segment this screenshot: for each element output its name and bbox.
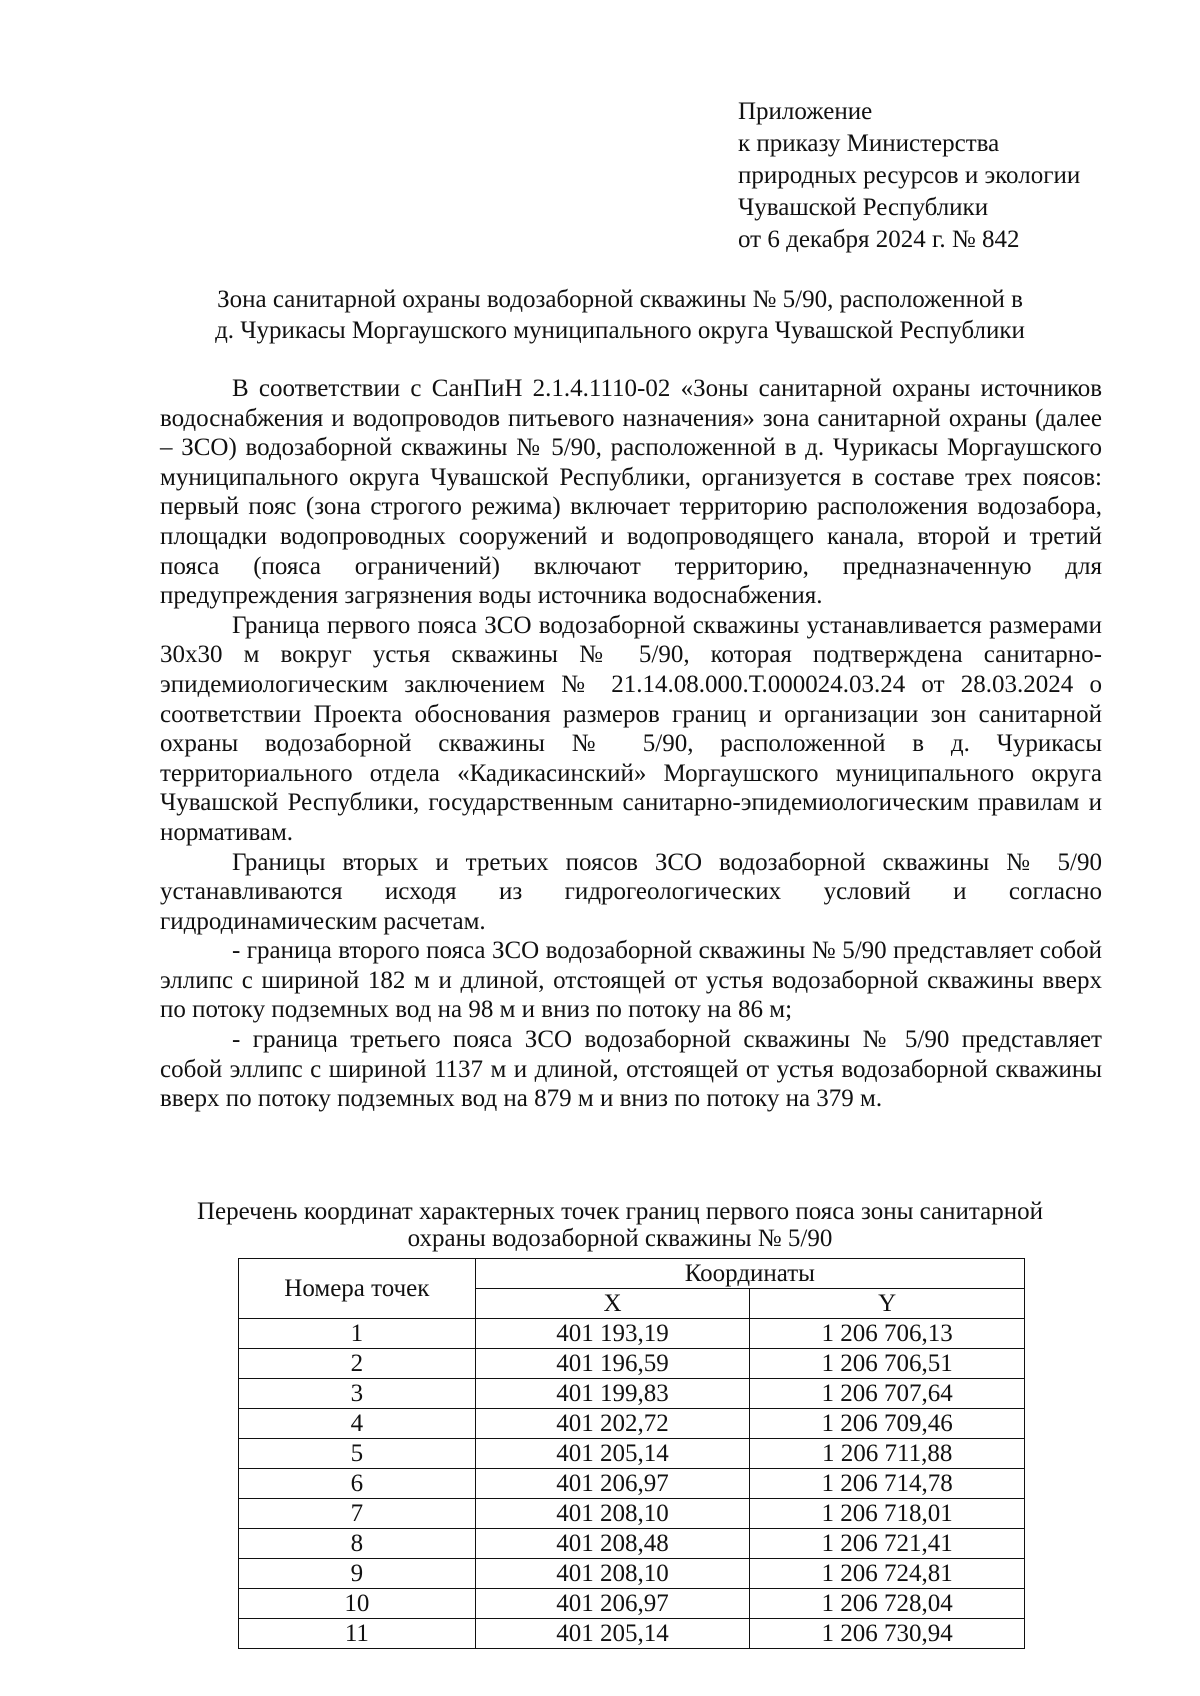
cell-point-number: 9 bbox=[239, 1559, 476, 1589]
paragraph: - граница третьего пояса ЗСО водозаборной скважины № 5/90 представляет собой эллипс с шириной 1137 м и длиной, отстоящей от устья водозаборной скважины вверх по потоку подземных вод на 879 м и вниз по потоку на 379 м. bbox=[160, 1026, 1102, 1113]
cell-x: 401 208,48 bbox=[475, 1529, 750, 1559]
title-line: д. Чурикасы Моргаушского муниципального округа Чувашской Республики bbox=[215, 317, 1025, 344]
cell-x: 401 205,14 bbox=[475, 1439, 750, 1469]
cell-point-number: 6 bbox=[239, 1469, 476, 1499]
paragraph: В соответствии с СанПиН 2.1.4.1110-02 «Зоны санитарной охраны источников водоснабжения и водопроводов питьевого назначения» зона санитарной охраны (далее – ЗСО) водозаборной скважины № 5/90, расположенной в д. Чурикасы Моргаушского муниципального округа Чувашской Республики, организуется в составе трех поясов: первый пояс (зона строгого режима) включает территорию расположения водозабора, площадки водопроводных сооружений и водопроводящего канала, второй и третий пояса (пояса ограничений) включают территорию, предназначенную для предупреждения загрязнения воды источника водоснабжения. bbox=[160, 375, 1102, 610]
header-coordinates: Координаты bbox=[475, 1259, 1024, 1289]
cell-y: 1 206 709,46 bbox=[750, 1409, 1025, 1439]
cell-point-number: 3 bbox=[239, 1379, 476, 1409]
paragraph: - граница второго пояса ЗСО водозаборной скважины № 5/90 представляет собой эллипс с шириной 182 м и длиной, отстоящей от устья водозаборной скважины вверх по потоку подземных вод на 98 м и вниз по потоку на 86 м; bbox=[160, 937, 1102, 1024]
appendix-line: природных ресурсов и экологии bbox=[738, 162, 1081, 189]
cell-point-number: 11 bbox=[239, 1619, 476, 1649]
appendix-line: Чувашской Республики bbox=[738, 194, 989, 221]
cell-y: 1 206 706,13 bbox=[750, 1319, 1025, 1349]
cell-x: 401 206,97 bbox=[475, 1469, 750, 1499]
cell-point-number: 5 bbox=[239, 1439, 476, 1469]
table-row bbox=[239, 1319, 1025, 1349]
cell-y: 1 206 714,78 bbox=[750, 1469, 1025, 1499]
appendix-header bbox=[738, 96, 1080, 256]
table-row bbox=[239, 1439, 1025, 1469]
body-text bbox=[160, 374, 1102, 1114]
coordinates-table-body bbox=[239, 1319, 1025, 1649]
table-row bbox=[239, 1409, 1025, 1439]
header-x: X bbox=[475, 1289, 750, 1319]
table-title-line: Перечень координат характерных точек границ первого пояса зоны санитарной bbox=[197, 1198, 1043, 1225]
cell-y: 1 206 707,64 bbox=[750, 1379, 1025, 1409]
cell-point-number: 10 bbox=[239, 1589, 476, 1619]
cell-point-number: 8 bbox=[239, 1529, 476, 1559]
cell-point-number: 7 bbox=[239, 1499, 476, 1529]
cell-y: 1 206 728,04 bbox=[750, 1589, 1025, 1619]
appendix-line: от 6 декабря 2024 г. № 842 bbox=[738, 226, 1020, 253]
table-row bbox=[239, 1619, 1025, 1649]
cell-x: 401 208,10 bbox=[475, 1499, 750, 1529]
table-row bbox=[239, 1589, 1025, 1619]
cell-y: 1 206 730,94 bbox=[750, 1619, 1025, 1649]
cell-y: 1 206 724,81 bbox=[750, 1559, 1025, 1589]
cell-point-number: 1 bbox=[239, 1319, 476, 1349]
cell-point-number: 4 bbox=[239, 1409, 476, 1439]
appendix-line: к приказу Министерства bbox=[738, 130, 1000, 157]
appendix-line: Приложение bbox=[738, 98, 873, 125]
cell-y: 1 206 718,01 bbox=[750, 1499, 1025, 1529]
table-row bbox=[239, 1529, 1025, 1559]
cell-point-number: 2 bbox=[239, 1349, 476, 1379]
cell-y: 1 206 706,51 bbox=[750, 1349, 1025, 1379]
table-row bbox=[239, 1379, 1025, 1409]
cell-x: 401 199,83 bbox=[475, 1379, 750, 1409]
table-title bbox=[160, 1198, 1080, 1252]
cell-x: 401 202,72 bbox=[475, 1409, 750, 1439]
paragraph: Границы вторых и третьих поясов ЗСО водозаборной скважины № 5/90 устанавливаются исходя из гидрогеологических условий и согласно гидродинамическим расчетам. bbox=[160, 848, 1102, 935]
header-points: Номера точек bbox=[239, 1259, 476, 1319]
cell-x: 401 208,10 bbox=[475, 1559, 750, 1589]
table-row bbox=[239, 1559, 1025, 1589]
table-row bbox=[239, 1499, 1025, 1529]
paragraph: Граница первого пояса ЗСО водозаборной скважины устанавливается размерами 30х30 м вокруг устья скважины № 5/90, которая подтверждена санитарно-эпидемиологическим заключением № 21.14.08.000.Т.000024.03.24 от 28.03.2024 о соответствии Проекта обоснования размеров границ и организации зон санитарной охраны водозаборной скважины № 5/90, расположенной в д. Чурикасы территориального отдела «Кадикасинский» Моргаушского муниципального округа Чувашской Республики, государственным санитарно-эпидемиологическим правилам и нормативам. bbox=[160, 611, 1102, 846]
cell-x: 401 193,19 bbox=[475, 1319, 750, 1349]
table-row bbox=[239, 1349, 1025, 1379]
header-y: Y bbox=[750, 1289, 1025, 1319]
table-title-line: охраны водозаборной скважины № 5/90 bbox=[407, 1225, 833, 1252]
cell-y: 1 206 711,88 bbox=[750, 1439, 1025, 1469]
title-line: Зона санитарной охраны водозаборной скважины № 5/90, расположенной в bbox=[217, 286, 1023, 313]
cell-x: 401 205,14 bbox=[475, 1619, 750, 1649]
document-title bbox=[160, 284, 1080, 346]
coordinates-table bbox=[238, 1258, 1025, 1649]
cell-y: 1 206 721,41 bbox=[750, 1529, 1025, 1559]
cell-x: 401 196,59 bbox=[475, 1349, 750, 1379]
cell-x: 401 206,97 bbox=[475, 1589, 750, 1619]
table-row bbox=[239, 1469, 1025, 1499]
